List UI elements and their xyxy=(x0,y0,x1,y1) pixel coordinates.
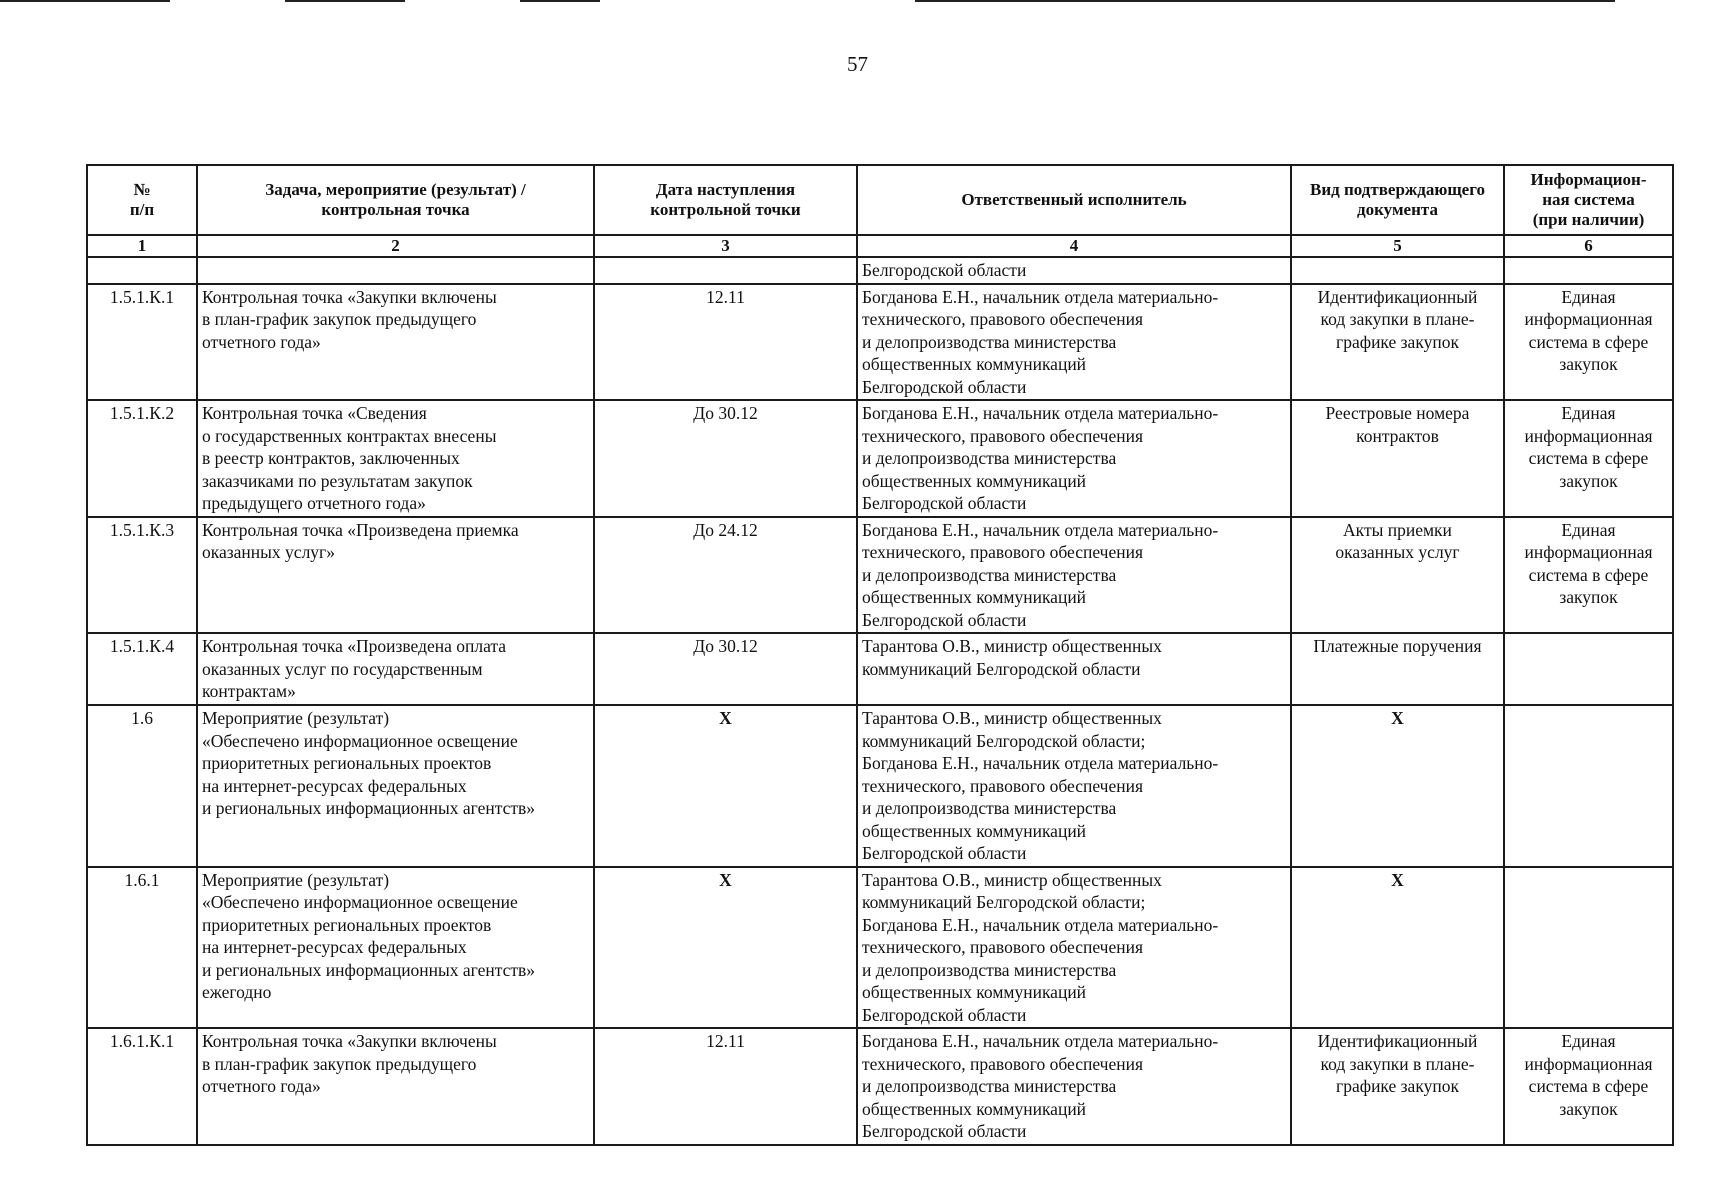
table-row xyxy=(87,633,1673,705)
column-number: 6 xyxy=(1504,235,1673,257)
row-date: До 30.12 xyxy=(594,400,857,517)
row-executor: Богданова Е.Н., начальник отдела материально- технического, правового обеспечения и делопроизводства министерства общественных коммуникаций Белгородской области xyxy=(857,400,1291,517)
column-number: 2 xyxy=(197,235,594,257)
row-document xyxy=(1291,257,1504,284)
plan-table xyxy=(86,164,1674,1146)
row-number xyxy=(87,257,197,284)
scan-edge-line xyxy=(915,0,1615,2)
table-header-row xyxy=(87,165,1673,235)
table-row xyxy=(87,257,1673,284)
column-number: 1 xyxy=(87,235,197,257)
row-task: Контрольная точка «Произведена приемка оказанных услуг» xyxy=(197,517,594,634)
row-number: 1.5.1.К.3 xyxy=(87,517,197,634)
scan-edge-line xyxy=(520,0,600,2)
row-number: 1.5.1.К.2 xyxy=(87,400,197,517)
header-number: № п/п xyxy=(87,165,197,235)
row-date: 12.11 xyxy=(594,284,857,401)
row-system: Единая информационная система в сфере закупок xyxy=(1504,1028,1673,1145)
header-task: Задача, мероприятие (результат) / контрольная точка xyxy=(197,165,594,235)
row-date xyxy=(594,257,857,284)
scan-edge-line xyxy=(0,0,170,2)
row-executor: Тарантова О.В., министр общественных коммуникаций Белгородской области; Богданова Е.Н., начальник отдела материально- технического, правового обеспечения и делопроизводства министерства общественных коммуникаций Белгородской области xyxy=(857,705,1291,867)
table-row xyxy=(87,867,1673,1029)
row-date: Х xyxy=(594,867,857,1029)
column-number: 4 xyxy=(857,235,1291,257)
row-number: 1.5.1.К.4 xyxy=(87,633,197,705)
row-system: Единая информационная система в сфере закупок xyxy=(1504,284,1673,401)
column-number-row xyxy=(87,235,1673,257)
row-system: Единая информационная система в сфере закупок xyxy=(1504,400,1673,517)
row-document: Х xyxy=(1291,867,1504,1029)
row-executor: Богданова Е.Н., начальник отдела материально- технического, правового обеспечения и делопроизводства министерства общественных коммуникаций Белгородской области xyxy=(857,284,1291,401)
scan-edge-line xyxy=(285,0,405,2)
row-date: 12.11 xyxy=(594,1028,857,1145)
row-number: 1.6.1 xyxy=(87,867,197,1029)
header-date: Дата наступления контрольной точки xyxy=(594,165,857,235)
row-task: Контрольная точка «Закупки включены в план-график закупок предыдущего отчетного года» xyxy=(197,284,594,401)
row-system xyxy=(1504,257,1673,284)
row-date: До 30.12 xyxy=(594,633,857,705)
row-document: Идентификационный код закупки в плане- графике закупок xyxy=(1291,1028,1504,1145)
row-executor: Белгородской области xyxy=(857,257,1291,284)
row-date: Х xyxy=(594,705,857,867)
row-system xyxy=(1504,867,1673,1029)
row-number: 1.6 xyxy=(87,705,197,867)
row-system xyxy=(1504,633,1673,705)
row-task: Контрольная точка «Закупки включены в план-график закупок предыдущего отчетного года» xyxy=(197,1028,594,1145)
row-executor: Тарантова О.В., министр общественных коммуникаций Белгородской области xyxy=(857,633,1291,705)
row-task: Мероприятие (результат) «Обеспечено информационное освещение приоритетных региональных проектов на интернет-ресурсах федеральных и региональных информационных агентств» xyxy=(197,705,594,867)
table-row xyxy=(87,1028,1673,1145)
row-task: Мероприятие (результат) «Обеспечено информационное освещение приоритетных региональных проектов на интернет-ресурсах федеральных и региональных информационных агентств» ежегодно xyxy=(197,867,594,1029)
table-row xyxy=(87,705,1673,867)
row-executor: Богданова Е.Н., начальник отдела материально- технического, правового обеспечения и делопроизводства министерства общественных коммуникаций Белгородской области xyxy=(857,517,1291,634)
row-document: Х xyxy=(1291,705,1504,867)
row-system: Единая информационная система в сфере закупок xyxy=(1504,517,1673,634)
table-row xyxy=(87,400,1673,517)
table-row xyxy=(87,284,1673,401)
row-document: Реестровые номера контрактов xyxy=(1291,400,1504,517)
row-task: Контрольная точка «Произведена оплата оказанных услуг по государственным контрактам» xyxy=(197,633,594,705)
page-number: 57 xyxy=(847,52,868,76)
header-system: Информацион- ная система (при наличии) xyxy=(1504,165,1673,235)
table-row xyxy=(87,517,1673,634)
row-number: 1.5.1.К.1 xyxy=(87,284,197,401)
header-document: Вид подтверждающего документа xyxy=(1291,165,1504,235)
row-system xyxy=(1504,705,1673,867)
column-number: 3 xyxy=(594,235,857,257)
row-document: Платежные поручения xyxy=(1291,633,1504,705)
row-executor: Тарантова О.В., министр общественных коммуникаций Белгородской области; Богданова Е.Н., начальник отдела материально- технического, правового обеспечения и делопроизводства министерства общественных коммуникаций Белгородской области xyxy=(857,867,1291,1029)
row-executor: Богданова Е.Н., начальник отдела материально- технического, правового обеспечения и делопроизводства министерства общественных коммуникаций Белгородской области xyxy=(857,1028,1291,1145)
row-number: 1.6.1.К.1 xyxy=(87,1028,197,1145)
row-task xyxy=(197,257,594,284)
row-task: Контрольная точка «Сведения о государственных контрактах внесены в реестр контрактов, заключенных заказчиками по результатам закупок предыдущего отчетного года» xyxy=(197,400,594,517)
column-number: 5 xyxy=(1291,235,1504,257)
row-document: Акты приемки оказанных услуг xyxy=(1291,517,1504,634)
header-executor: Ответственный исполнитель xyxy=(857,165,1291,235)
row-document: Идентификационный код закупки в плане- графике закупок xyxy=(1291,284,1504,401)
row-date: До 24.12 xyxy=(594,517,857,634)
